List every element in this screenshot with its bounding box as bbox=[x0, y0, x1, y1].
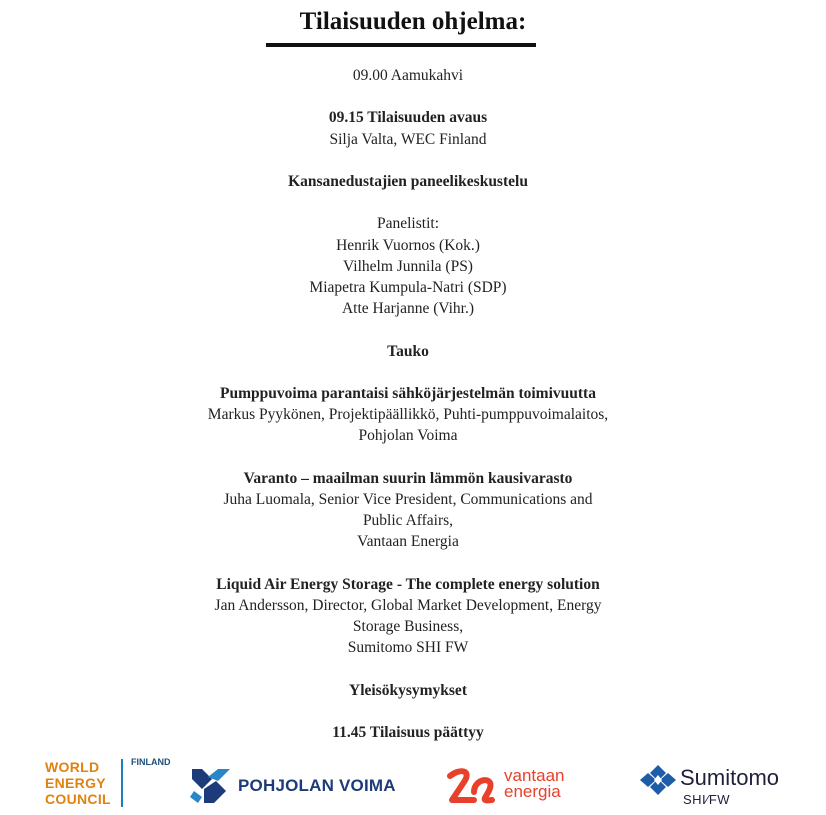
wec-logo-line: COUNCIL bbox=[45, 791, 111, 807]
sponsor-logos bbox=[0, 752, 826, 815]
program-heading: Tauko bbox=[387, 342, 429, 360]
program-line: 09.00 Aamukahvi bbox=[352, 67, 464, 84]
program-line: Miapetra Kumpula-Natri (SDP) bbox=[309, 278, 507, 296]
page-title: Tilaisuuden ohjelma: bbox=[299, 8, 527, 35]
program-list bbox=[0, 65, 816, 743]
program-spacer bbox=[0, 150, 816, 171]
program-line: Pohjolan Voima bbox=[358, 427, 458, 445]
program-heading: Kansanedustajien paneelikeskustelu bbox=[288, 172, 528, 190]
wec-logo-line: ENERGY bbox=[45, 775, 106, 791]
wec-logo bbox=[45, 759, 111, 807]
vantaan-energia-logo-text bbox=[504, 768, 565, 800]
program-spacer bbox=[0, 447, 816, 468]
pohjolan-voima-logo-text: POHJOLAN VOIMA bbox=[238, 776, 396, 795]
program-line: Henrik Vuornos (Kok.) bbox=[336, 236, 480, 254]
program-line: Juha Luomala, Senior Vice President, Communications and bbox=[223, 490, 593, 508]
program-line: Markus Pyykönen, Projektipäällikkö, Puhti-pumppuvoimalaitos, bbox=[207, 406, 609, 424]
program-line: Silja Valta, WEC Finland bbox=[329, 130, 487, 148]
program-heading: 09.15 Tilaisuuden avaus bbox=[328, 109, 488, 127]
program-spacer bbox=[0, 319, 816, 340]
sumitomo-logo-text: Sumitomo bbox=[680, 765, 780, 790]
program-heading: Yleisökysymykset bbox=[349, 681, 467, 699]
program-line: Vilhelm Junnila (PS) bbox=[343, 257, 473, 275]
pohjolan-voima-icon bbox=[190, 767, 232, 805]
program-spacer bbox=[0, 362, 816, 383]
program-heading: 11.45 Tilaisuus päättyy bbox=[332, 724, 484, 742]
sumitomo-logo-subtext: SHI∕FW bbox=[683, 792, 731, 807]
program-line: Atte Harjanne (Vihr.) bbox=[341, 300, 475, 318]
vantaan-energia-line: vantaan bbox=[504, 766, 565, 785]
program-heading: Pumppuvoima parantaisi sähköjärjestelmän toimivuutta bbox=[220, 384, 596, 402]
program-spacer bbox=[0, 86, 816, 107]
program-line: Panelistit: bbox=[377, 215, 439, 233]
program-spacer bbox=[0, 701, 816, 722]
wec-logo-region: FINLAND bbox=[131, 757, 171, 767]
program-spacer bbox=[0, 192, 816, 213]
sumitomo-icon bbox=[640, 765, 676, 795]
program-line: Public Affairs, bbox=[362, 512, 454, 530]
program-line: Storage Business, bbox=[352, 618, 464, 636]
program-line: Sumitomo SHI FW bbox=[347, 639, 469, 657]
program-heading: Liquid Air Energy Storage - The complete energy solution bbox=[216, 575, 600, 593]
wec-logo-divider bbox=[121, 759, 123, 807]
program-line: Vantaan Energia bbox=[357, 533, 459, 551]
wec-logo-line: WORLD bbox=[45, 759, 100, 775]
vantaan-energia-line: energia bbox=[504, 782, 561, 801]
program-line: Jan Andersson, Director, Global Market Development, Energy bbox=[214, 596, 602, 614]
vantaan-energia-icon bbox=[446, 766, 498, 806]
program-spacer bbox=[0, 659, 816, 680]
program-heading: Varanto – maailman suurin lämmön kausivarasto bbox=[243, 469, 573, 487]
program-spacer bbox=[0, 553, 816, 574]
title-underline bbox=[266, 43, 536, 47]
